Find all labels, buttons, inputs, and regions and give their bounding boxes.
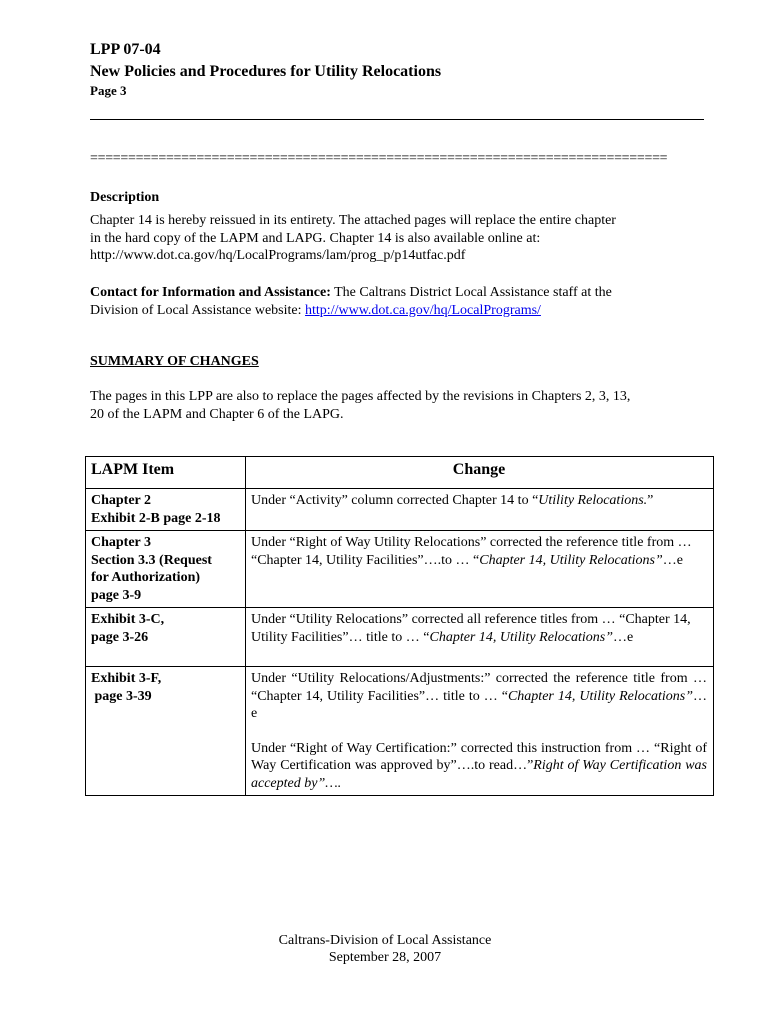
contact-link[interactable]: http://www.dot.ca.gov/hq/LocalPrograms/ xyxy=(305,302,541,318)
change-cell xyxy=(246,608,714,667)
table-row xyxy=(86,489,714,531)
change-text: Under “Right of Way Utility Relocations” corrected the reference title from … “Chapter 14, Utility Facilities”….to … “ xyxy=(251,535,692,568)
footer-date: September 28, 2007 xyxy=(328,950,442,965)
table-row xyxy=(86,531,714,608)
col-header-lapm-item: LAPM Item xyxy=(86,457,246,489)
change-text: Under “Utility Relocations” corrected all reference titles from … “Chapter 14, Utility Facilities”… title to … “ xyxy=(251,612,691,645)
lapm-item-cell xyxy=(86,608,246,667)
change-italic-text: Chapter 14, Utility Relocations” xyxy=(507,688,693,704)
contact-label: Contact for Information and Assistance: xyxy=(90,285,331,300)
description-line-1: Chapter 14 is hereby reissued in its entirety. The attached pages will replace the entire chapter xyxy=(90,213,616,228)
summary-heading: SUMMARY OF CHANGES xyxy=(90,354,259,369)
table-header-row xyxy=(86,457,714,489)
change-italic-text: Right of Way Certification was accepted by”…. xyxy=(251,758,707,791)
col-header-change: Change xyxy=(246,457,714,489)
description-heading: Description xyxy=(90,190,160,205)
item-line: page 3-26 xyxy=(91,629,149,645)
document-id: LPP 07-04 xyxy=(90,41,161,58)
header-rule xyxy=(90,119,704,120)
description-url: http://www.dot.ca.gov/hq/LocalPrograms/lam/prog_p/p14utfac.pdf xyxy=(90,248,466,263)
change-cell xyxy=(246,531,714,608)
page-number: Page 3 xyxy=(90,83,127,98)
item-line: Chapter 3 xyxy=(91,535,152,550)
contact-text-1: The Caltrans District Local Assistance staff at the xyxy=(330,285,612,300)
change-italic-text: Chapter 14, Utility Relocations” xyxy=(479,552,663,568)
change-cell xyxy=(246,667,714,796)
contact-text-2: Division of Local Assistance website: xyxy=(90,302,306,318)
change-cell xyxy=(246,489,714,531)
lapm-item-cell xyxy=(86,531,246,608)
change-text: Under “Right of Way Certification:” corrected this instruction from … “Right of Way Certification was approved by”….to read…” xyxy=(251,740,707,773)
item-line: page 3-39 xyxy=(91,688,152,704)
change-paragraph-2 xyxy=(251,740,707,793)
item-line: Exhibit 3-F, xyxy=(91,671,162,686)
table-row xyxy=(86,608,714,667)
lapm-item-cell xyxy=(86,489,246,531)
change-end-text: …e xyxy=(251,688,707,721)
item-line: Chapter 2 xyxy=(91,493,152,508)
footer-org: Caltrans-Division of Local Assistance xyxy=(278,933,492,948)
table-row xyxy=(86,667,714,796)
change-end-text: …e xyxy=(613,629,634,645)
change-text: Under “Activity” column corrected Chapter 14 to “ xyxy=(251,493,539,508)
item-line: Section 3.3 (Request xyxy=(91,552,212,568)
summary-line-2: 20 of the LAPM and Chapter 6 of the LAPG. xyxy=(90,406,344,422)
change-italic-text: Utility Relocations. xyxy=(538,493,648,508)
change-paragraph-1 xyxy=(251,670,707,723)
contact-paragraph xyxy=(90,284,690,319)
change-end-text: ” xyxy=(647,493,654,508)
change-text: Under “Utility Relocations/Adjustments:” corrected the reference title from … “Chapter 14, Utility Facilities”… title to … “ xyxy=(251,671,707,704)
item-line: page 3-9 xyxy=(91,587,142,603)
lapm-item-cell xyxy=(86,667,246,796)
item-line: Exhibit 2-B page 2-18 xyxy=(91,510,221,526)
summary-line-1: The pages in this LPP are also to replace the pages affected by the revisions in Chapters 2, 3, 13, xyxy=(90,389,631,404)
item-line: for Authorization) xyxy=(91,570,201,585)
separator-line: ============================================================================ xyxy=(90,151,668,166)
changes-table xyxy=(85,456,714,796)
change-end-text: …e xyxy=(662,552,683,568)
summary-text xyxy=(90,388,690,423)
change-italic-text: Chapter 14, Utility Relocations” xyxy=(429,629,614,645)
item-line: Exhibit 3-C, xyxy=(91,612,165,627)
description-text xyxy=(90,212,690,265)
description-line-2: in the hard copy of the LAPM and LAPG. Chapter 14 is also available online at: xyxy=(90,230,541,246)
document-title: New Policies and Procedures for Utility Relocations xyxy=(90,63,442,80)
